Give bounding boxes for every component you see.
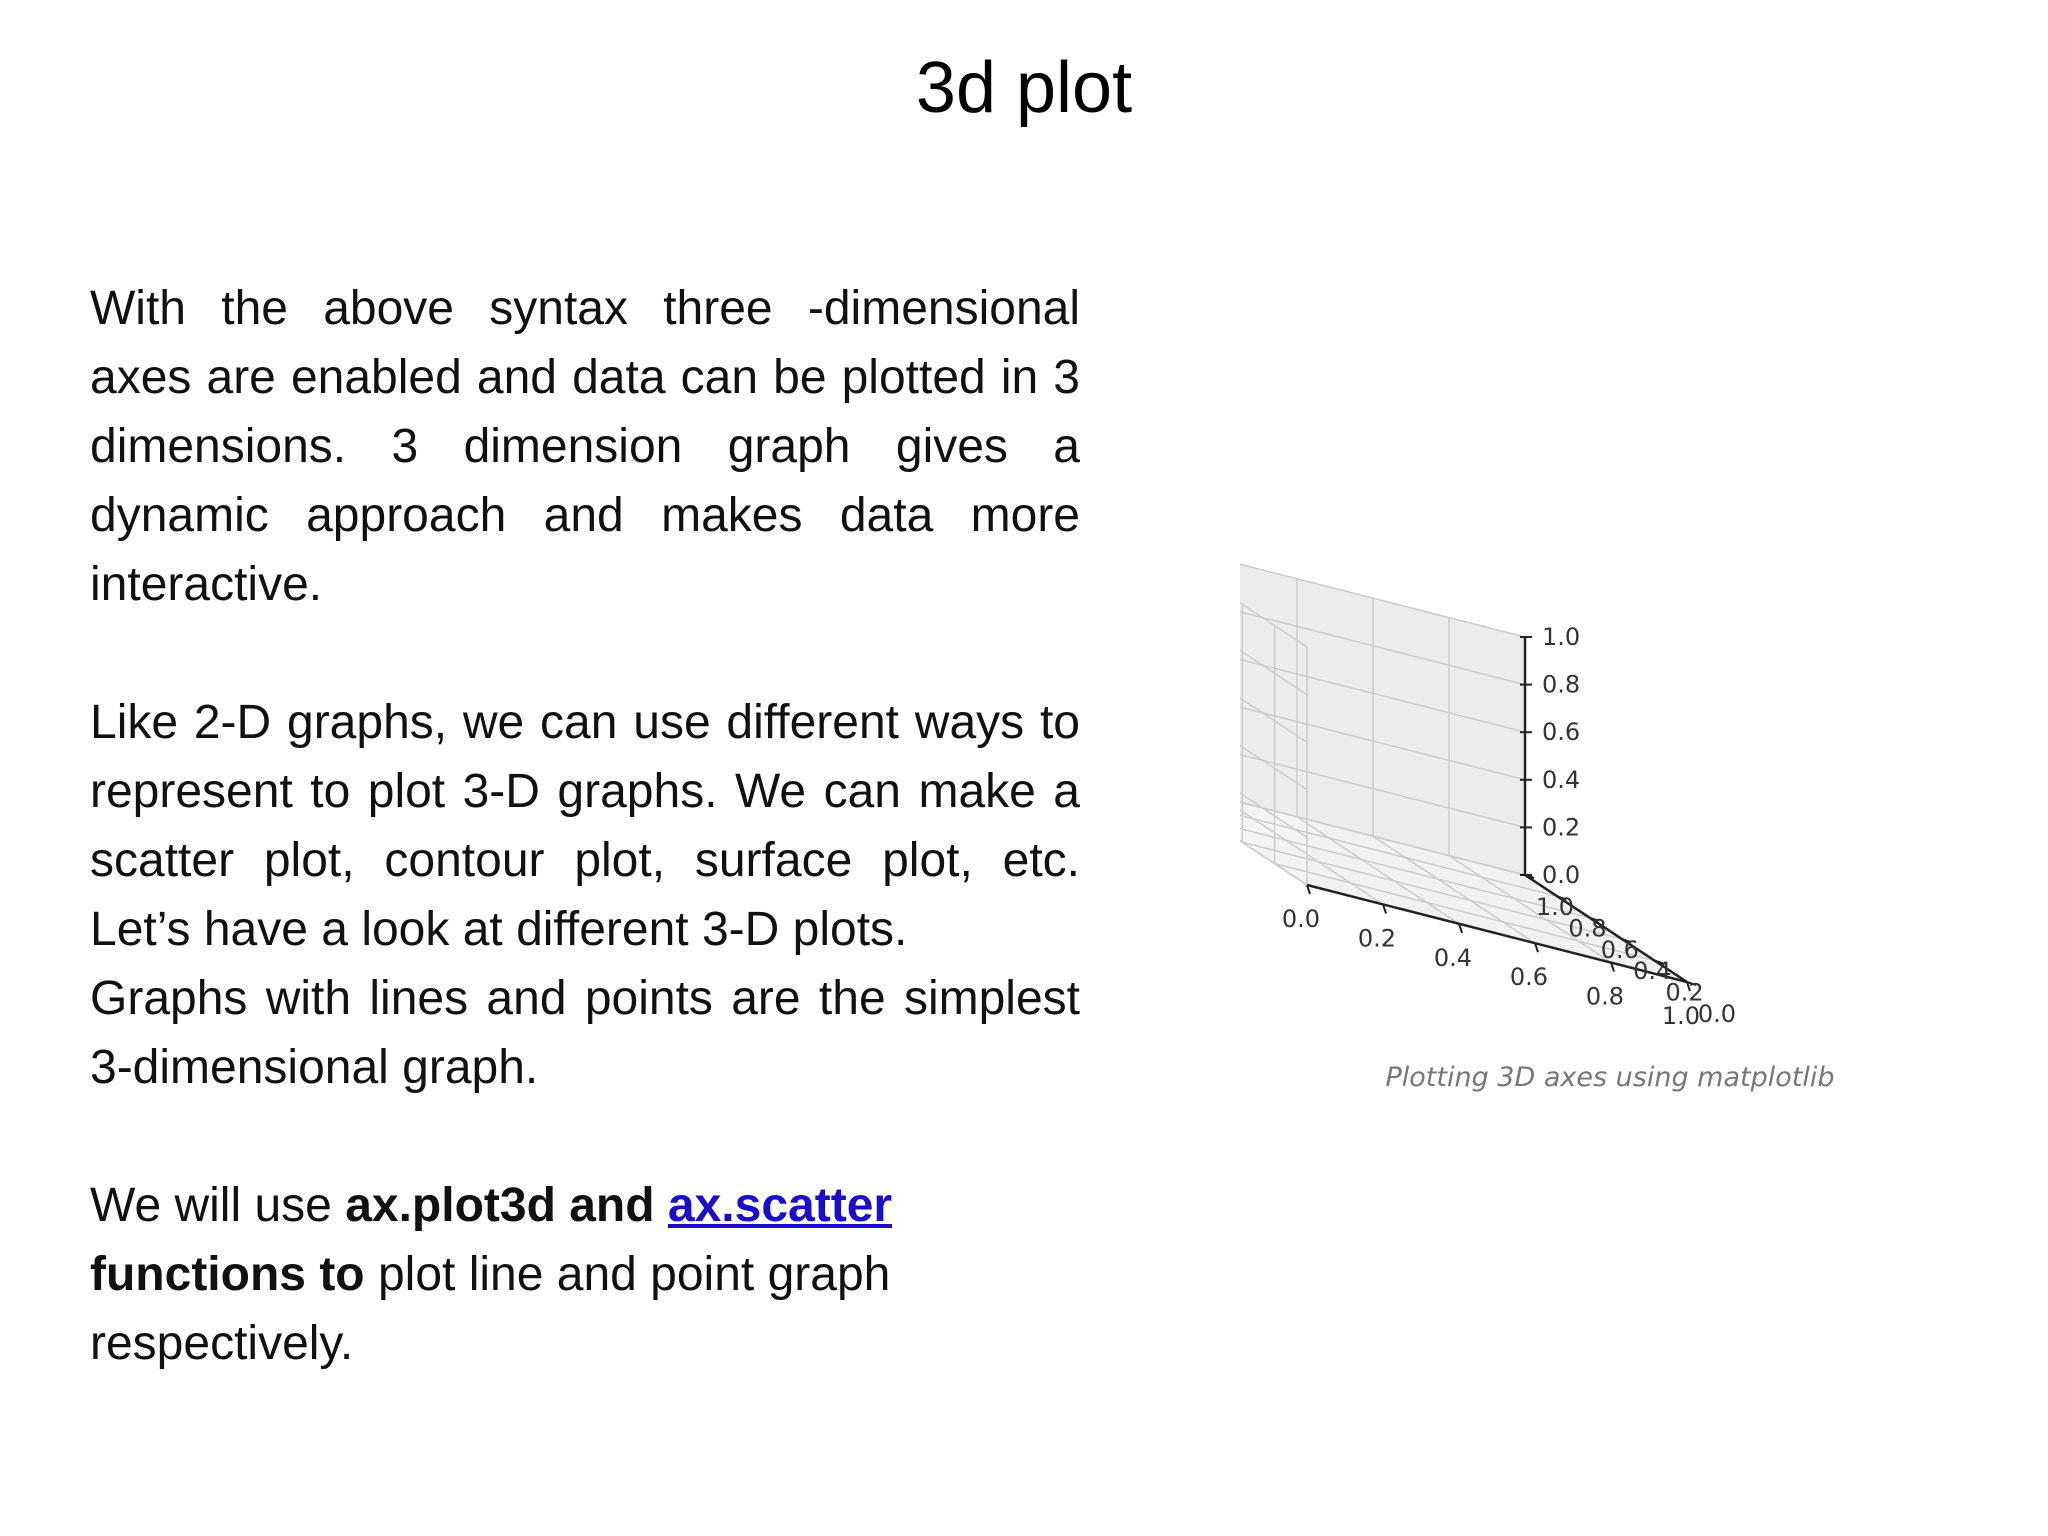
z-tick-label-0: 0.0 — [1542, 861, 1581, 889]
paragraph-lines-points: Graphs with lines and points are the simplest 3-dimensional graph. — [90, 972, 1080, 1094]
plot3d-function-name: ax.plot3d and — [345, 1179, 668, 1232]
paragraph-intro: With the above syntax three -dimensional axes are enabled and data can be plotted in 3 dimensions. 3 dimension graph gives a dynamic approach and makes data more interactive. — [90, 282, 1080, 611]
x-tick-label-2: 0.4 — [1433, 943, 1473, 972]
figure-caption: Plotting 3D axes using matplotlib — [1385, 1062, 1835, 1093]
x-tick-label-3: 0.6 — [1509, 963, 1549, 992]
x-tick-label-5: 1.0 — [1661, 1002, 1701, 1030]
functions-purpose-text: plot line and point graph respectively. — [90, 1248, 891, 1370]
z-tick-label-2: 0.4 — [1542, 765, 1581, 794]
scatter-link[interactable]: ax.scatter — [667, 1179, 893, 1232]
x-tick-label-4: 0.8 — [1585, 982, 1625, 1011]
slide-title: 3d plot — [915, 48, 1133, 128]
body-text — [90, 274, 1080, 1378]
y-tick-label-1: 0.2 — [1665, 978, 1704, 1007]
x-tick-label-0: 0.0 — [1281, 905, 1321, 933]
y-tick-label-4: 0.8 — [1568, 914, 1607, 943]
paragraph-3d-types: Like 2-D graphs, we can use different ways to represent to plot 3-D graphs. We can make a scatter plot, contour plot, surface plot, etc. Let’s have a look at different 3-D plots. — [90, 696, 1080, 956]
matplotlib-3d-figure — [1240, 440, 1980, 1120]
paragraph-functions — [90, 1171, 1080, 1378]
z-tick-label-4: 0.8 — [1542, 670, 1581, 699]
functions-intro-text: We will use — [90, 1179, 346, 1232]
functions-to-text: functions to — [90, 1248, 365, 1301]
y-tick-label-2: 0.4 — [1633, 957, 1672, 986]
z-tick-label-3: 0.6 — [1542, 718, 1581, 747]
x-tick-label-1: 0.2 — [1357, 924, 1397, 953]
y-tick-label-3: 0.6 — [1600, 935, 1639, 964]
z-tick-label-1: 0.2 — [1542, 813, 1581, 842]
3d-axes-chart — [1240, 440, 1980, 1040]
y-tick-label-5: 1.0 — [1535, 893, 1575, 921]
z-tick-label-5: 1.0 — [1542, 623, 1581, 651]
y-tick-label-0: 0.0 — [1697, 1000, 1737, 1028]
